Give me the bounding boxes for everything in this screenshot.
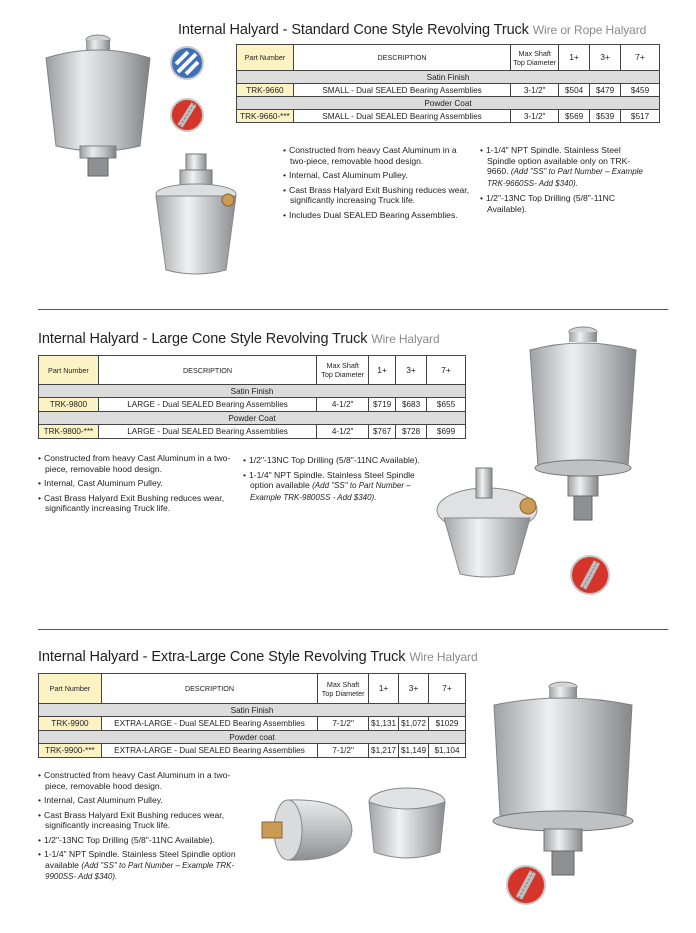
description: LARGE - Dual SEALED Bearing Assemblies [98, 425, 316, 439]
description: SMALL - Dual SEALED Bearing Assemblies [293, 84, 510, 97]
price-7: $1,104 [429, 744, 466, 758]
price-3: $1,072 [399, 717, 429, 731]
col-header-qty3: 3+ [396, 356, 427, 385]
list-item: • Internal, Cast Aluminum Pulley. [38, 795, 243, 806]
description: LARGE - Dual SEALED Bearing Assemblies [98, 398, 316, 412]
price-7: $699 [427, 425, 466, 439]
standard-price-table [236, 44, 660, 123]
col-header-shaft: Max Shaft Top Diameter [511, 45, 559, 71]
price-7: $517 [621, 110, 660, 123]
table-row [39, 425, 466, 439]
wire-strands-icon [575, 560, 605, 590]
large-truck-open-image [432, 462, 542, 582]
section-title-standard: Internal Halyard - Standard Cone Style Revolving Truck Wire or Rope Halyard [178, 22, 647, 38]
shaft-diameter: 4-1/2" [317, 398, 369, 412]
shaft-diameter: 7-1/2" [318, 744, 369, 758]
col-header-desc: DESCRIPTION [293, 45, 510, 71]
standard-cone-truck-image [28, 28, 168, 178]
col-header-qty1: 1+ [369, 356, 396, 385]
shaft-diameter: 3-1/2" [511, 110, 559, 123]
price-3: $539 [590, 110, 621, 123]
price-3: $1,149 [399, 744, 429, 758]
price-1: $1,217 [369, 744, 399, 758]
list-item: • Constructed from heavy Cast Aluminum in a two-piece, removable hood design. [38, 453, 238, 474]
list-item: • 1-1/4" NPT Spindle. Stainless Steel Spindle option available only on TRK-9660. (Add "SS" to Part Number – Example TRK-9660SS- Add $340). [480, 145, 650, 189]
wire-strands-icon [511, 870, 541, 900]
shaft-diameter: 7-1/2" [318, 717, 369, 731]
section-subtitle: Wire Halyard [409, 650, 478, 664]
section-subtitle: Wire or Rope Halyard [532, 23, 647, 37]
list-item: • Cast Brass Halyard Exit Bushing reduces wear, significantly increasing Truck life. [283, 185, 471, 206]
table-row [39, 398, 466, 412]
group-label: Satin Finish [237, 71, 660, 84]
col-header-shaft: Max Shaft Top Diameter [317, 356, 369, 385]
shaft-diameter: 4-1/2" [317, 425, 369, 439]
description: EXTRA-LARGE - Dual SEALED Bearing Assemblies [101, 744, 317, 758]
feature-list [480, 145, 650, 218]
list-item: • 1-1/4" NPT Spindle. Stainless Steel Spindle option available (Add "SS" to Part Number – Example TRK-9900SS- Add $340). [38, 849, 243, 883]
price-7: $1029 [429, 717, 466, 731]
part-number: TRK-9800-*** [39, 425, 99, 439]
list-item: • Internal, Cast Aluminum Pulley. [283, 170, 471, 181]
price-3: $479 [590, 84, 621, 97]
group-label: Powder Coat [39, 412, 466, 425]
col-header-part: Part Number [237, 45, 294, 71]
table-row [39, 717, 466, 731]
rope-strands-icon [174, 50, 200, 76]
col-header-qty3: 3+ [399, 674, 429, 704]
shaft-diameter: 3-1/2" [511, 84, 559, 97]
col-header-qty7: 7+ [621, 45, 660, 71]
list-item: • Constructed from heavy Cast Aluminum in a two-piece, removable hood design. [283, 145, 471, 166]
table-row [237, 84, 660, 97]
group-label: Powder Coat [237, 97, 660, 110]
extra-large-truck-side-image [258, 790, 358, 870]
price-7: $459 [621, 84, 660, 97]
col-header-part: Part Number [39, 356, 99, 385]
large-price-table [38, 355, 466, 439]
part-number: TRK-9900-*** [39, 744, 102, 758]
part-number: TRK-9660-*** [237, 110, 294, 123]
section-subtitle: Wire Halyard [371, 332, 440, 346]
feature-list [38, 453, 238, 518]
col-header-desc: DESCRIPTION [98, 356, 316, 385]
table-row [39, 744, 466, 758]
price-1: $504 [559, 84, 590, 97]
price-3: $728 [396, 425, 427, 439]
list-item: • 1-1/4" NPT Spindle. Stainless Steel Spindle option available (Add "SS" to Part Number – Example TRK-9800SS - Add $340). [243, 470, 435, 504]
group-label: Satin Finish [39, 704, 466, 717]
feature-list [283, 145, 471, 224]
col-header-qty7: 7+ [429, 674, 466, 704]
standard-truck-open-image [148, 150, 248, 280]
part-number: TRK-9800 [39, 398, 99, 412]
list-item: • Constructed from heavy Cast Aluminum in a two-piece, removable hood design. [38, 770, 243, 791]
price-1: $767 [369, 425, 396, 439]
section-divider [38, 309, 668, 310]
col-header-qty1: 1+ [369, 674, 399, 704]
group-label: Powder coat [39, 731, 466, 744]
extra-large-price-table [38, 673, 466, 758]
table-row [237, 110, 660, 123]
extra-large-truck-open-image [362, 780, 452, 870]
price-1: $1,131 [369, 717, 399, 731]
section-divider [38, 629, 668, 630]
part-number: TRK-9900 [39, 717, 102, 731]
col-header-shaft: Max Shaft Top Diameter [318, 674, 369, 704]
section-title-extra-large: Internal Halyard - Extra-Large Cone Style Revolving Truck Wire Halyard [38, 649, 478, 665]
col-header-qty7: 7+ [427, 356, 466, 385]
group-label: Satin Finish [39, 385, 466, 398]
list-item: • 1/2"-13NC Top Drilling (5/8"-11NC Available). [243, 455, 435, 466]
price-7: $655 [427, 398, 466, 412]
list-item: • 1/2"-13NC Top Drilling (5/8"-11NC Available). [480, 193, 650, 214]
list-item: • Includes Dual SEALED Bearing Assemblies. [283, 210, 471, 221]
col-header-qty1: 1+ [559, 45, 590, 71]
price-1: $719 [369, 398, 396, 412]
part-number: TRK-9660 [237, 84, 294, 97]
list-item: • Cast Brass Halyard Exit Bushing reduces wear, significantly increasing Truck life. [38, 493, 238, 514]
col-header-desc: DESCRIPTION [101, 674, 317, 704]
price-3: $683 [396, 398, 427, 412]
feature-list [38, 770, 243, 887]
feature-list [243, 455, 435, 507]
description: SMALL - Dual SEALED Bearing Assemblies [293, 110, 510, 123]
list-item: • Cast Brass Halyard Exit Bushing reduces wear, significantly increasing Truck life. [38, 810, 243, 831]
list-item: • 1/2"-13NC Top Drilling (5/8"-11NC Available). [38, 835, 243, 846]
description: EXTRA-LARGE - Dual SEALED Bearing Assemblies [101, 717, 317, 731]
col-header-qty3: 3+ [590, 45, 621, 71]
list-item: • Internal, Cast Aluminum Pulley. [38, 478, 238, 489]
section-title-large: Internal Halyard - Large Cone Style Revolving Truck Wire Halyard [38, 331, 440, 347]
col-header-part: Part Number [39, 674, 102, 704]
price-1: $569 [559, 110, 590, 123]
extra-large-cone-truck-image [478, 675, 648, 885]
wire-strands-icon [174, 102, 200, 128]
